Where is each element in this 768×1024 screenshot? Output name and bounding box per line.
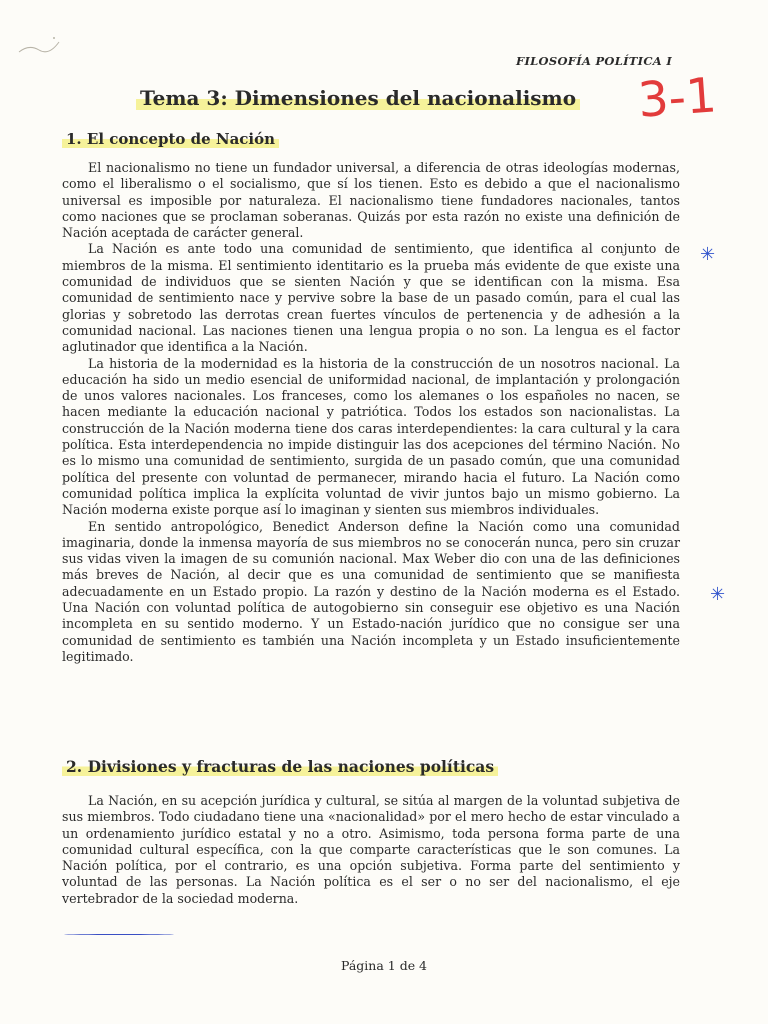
- paragraph: La Nación, en su acepción jurídica y cultural, se sitúa al margen de la voluntad subjetiva de sus miembros. Todo ciudadano tiene una «nacionalidad» por el mero hecho de estar vinculado a un ordenamiento jurídico estatal y no a otro. Asimismo, toda persona forma parte de una comunidad cultural específica, con la que comparte características que le son comunes. La Nación política, por el contrario, es una opción subjetiva. Forma parte del sentimiento y voluntad de las personas. La Nación política es el ser o no ser del nacionalismo, el eje vertebrador de la sociedad moderna.: [62, 793, 680, 906]
- section-heading-2: 2. Divisiones y fracturas de las naciones políticas: [62, 757, 498, 776]
- paragraph: La historia de la modernidad es la historia de la construcción de un nosotros nacional. La educación ha sido un medio esencial de uniformidad nacional, de implantación y prolongación de unos valores nacionales. Los franceses, como los alemanes o los españoles no nacen, se hacen mediante la educación nacional y patriótica. Todos los estados son nacionalistas. La construcción de la Nación moderna tiene dos caras interdependientes: la cara cultural y la cara política. Esta interdependencia no impide distinguir las dos acepciones del término Nación. No es lo mismo una comunidad de sentimiento, surgida de un pasado común, que una comunidad política del presente con voluntad de permanecer, mirando hacia el futuro. La Nación como comunidad política implica la explícita voluntad de vivir juntos bajo un mismo gobierno. La Nación moderna existe porque así lo imaginan y sienten sus miembros individuales.: [62, 355, 680, 518]
- pen-star-mark: ✳: [700, 244, 716, 265]
- section-2-body: [62, 793, 680, 907]
- pen-underline: [64, 934, 174, 935]
- paragraph: En sentido antropológico, Benedict Anderson define la Nación como una comunidad imaginaria, donde la inmensa mayoría de sus miembros no se conocerán nunca, pero sin cruzar sus vidas viven la imagen de su comunión nacional. Max Weber dio con una de las definiciones más breves de Nación, al decir que es una comunidad de sentimiento que se manifiesta adecuadamente en un Estado propio. La razón y destino de la Nación moderna es el Estado. Una Nación con voluntad política de autogobierno sin conseguir ese objetivo es una Nación incompleta en su sentido moderno. Y un Estado-nación jurídico que no consigue ser una comunidad de sentimiento es también una Nación incompleta y un Estado insuficientemente legitimado.: [62, 518, 680, 664]
- paragraph: El nacionalismo no tiene un fundador universal, a diferencia de otras ideologías modernas, como el liberalismo o el socialismo, que sí los tienen. Esto es debido a que el nacionalismo universal es imposible por naturaleza. El nacionalismo tiene fundadores nacionales, tantos como naciones que se proclaman soberanas. Quizás por esta razón no existe una definición de Nación aceptada de carácter general.: [62, 160, 680, 241]
- section-1-body: [62, 160, 680, 665]
- course-header: FILOSOFÍA POLÍTICA I: [516, 54, 672, 68]
- handwritten-page-number: 3-1: [635, 67, 718, 129]
- page-title: Tema 3: Dimensiones del nacionalismo: [136, 86, 580, 110]
- section-heading-1: 1. El concepto de Nación: [62, 130, 279, 148]
- paragraph: La Nación es ante todo una comunidad de sentimiento, que identifica al conjunto de miembros de la misma. El sentimiento identitario es la prueba más evidente de que existe una comunidad de individuos que se sienten Nación y que se identifican con la misma. Esa comunidad de sentimiento nace y pervive sobre la base de un pasado común, para el cual las glorias y sobretodo las derrotas crean fuertes vínculos de pertenencia y de adhesión a la comunidad nacional. Las naciones tienen una lengua propia o no son. La lengua es el factor aglutinador que identifica a la Nación.: [62, 241, 680, 355]
- page-footer: Página 1 de 4: [340, 958, 428, 973]
- pen-star-mark: ✳: [710, 584, 726, 605]
- pencil-scribble: [14, 30, 74, 60]
